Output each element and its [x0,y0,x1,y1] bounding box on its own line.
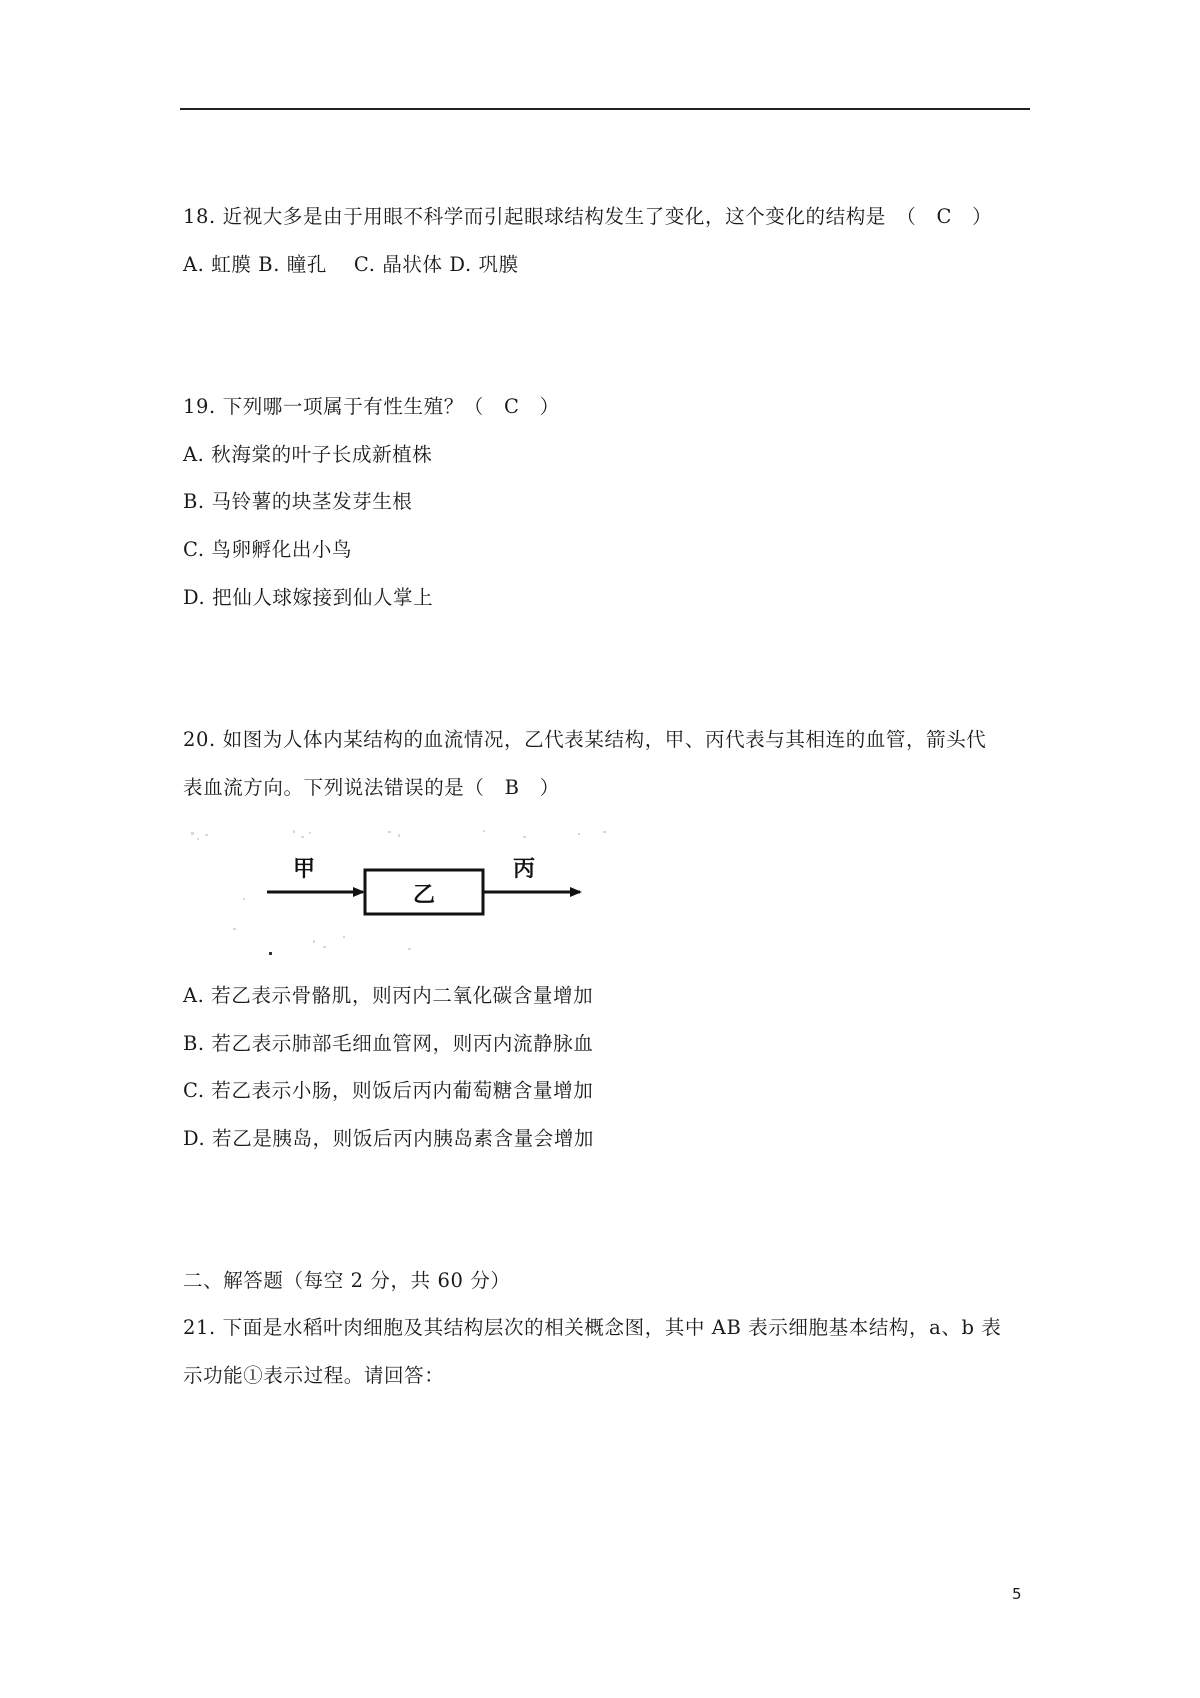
q19-option-c: C. 鸟卵孵化出小鸟 [183,538,353,561]
section-title: 二、解答题（每空 2 分，共 60 分） [183,1269,511,1292]
q21-stem-line2: 示功能①表示过程。请回答： [183,1364,445,1387]
q20-stem-line2: 表血流方向。下列说法错误的是（ B ） [183,776,560,799]
page-number: 5 [1012,1585,1022,1603]
q21-stem-line1: 21. 下面是水稻叶肉细胞及其结构层次的相关概念图，其中 AB 表示细胞基本结构，a、b 表 [183,1316,1002,1339]
blood-flow-diagram [183,828,643,962]
vessel-label-jia: 甲 [293,857,316,882]
q19-option-a: A. 秋海棠的叶子长成新植株 [183,443,433,466]
q20-option-a: A. 若乙表示骨骼肌，则丙内二氧化碳含量增加 [183,984,594,1007]
vessel-label-bing: 丙 [513,857,536,882]
structure-label-yi: 乙 [413,883,436,908]
header-rule [180,108,1030,110]
q20-option-c: C. 若乙表示小肠，则饭后丙内葡萄糖含量增加 [183,1079,594,1102]
q18-stem: 18. 近视大多是由于用眼不科学而引起眼球结构发生了变化，这个变化的结构是 （ C ） [183,205,993,228]
scan-dot [269,952,272,955]
q19-option-b: B. 马铃薯的块茎发芽生根 [183,490,413,513]
q18-options: A. 虹膜 B. 瞳孔 C. 晶状体 D. 巩膜 [183,253,519,276]
q19-option-d: D. 把仙人球嫁接到仙人掌上 [183,586,434,609]
q19-stem: 19. 下列哪一项属于有性生殖？（ C ） [183,395,560,418]
q20-stem-line1: 20. 如图为人体内某结构的血流情况，乙代表某结构，甲、丙代表与其相连的血管，箭头代 [183,728,987,751]
q20-option-b: B. 若乙表示肺部毛细血管网，则丙内流静脉血 [183,1032,594,1055]
q20-option-d: D. 若乙是胰岛，则饭后丙内胰岛素含量会增加 [183,1127,595,1150]
